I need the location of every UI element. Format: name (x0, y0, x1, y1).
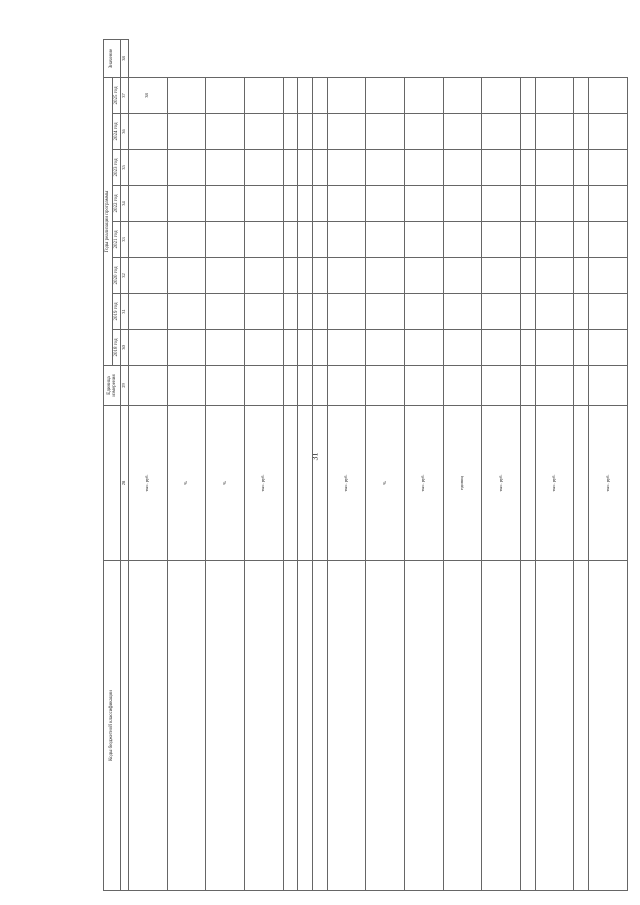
document-sheet (103, 40, 628, 891)
indicator-name (589, 561, 628, 891)
column-number: 29 (121, 366, 129, 406)
indicator-value (574, 150, 589, 186)
indicator-value (327, 294, 366, 330)
indicator-value (574, 258, 589, 294)
indicator-base (128, 366, 167, 406)
indicator-base (405, 366, 444, 406)
indicator-name (535, 561, 574, 891)
indicator-value (589, 258, 628, 294)
indicator-value (298, 186, 313, 222)
indicator-value (366, 294, 405, 330)
indicator-name (482, 561, 521, 891)
indicator-value (128, 222, 167, 258)
indicator-value (589, 330, 628, 366)
indicator-final: 38 (128, 77, 167, 113)
column-number: 31 (121, 294, 129, 330)
indicator-value (521, 330, 536, 366)
indicator-value (327, 330, 366, 366)
indicator-value (482, 258, 521, 294)
indicator-final (366, 77, 405, 113)
indicator-value (245, 150, 284, 186)
indicator-base (167, 366, 206, 406)
indicator-value (298, 330, 313, 366)
indicator-base (245, 366, 284, 406)
table-row (283, 39, 298, 890)
indicator-base (283, 366, 298, 406)
table-row (167, 39, 206, 890)
indicator-unit (521, 406, 536, 561)
indicator-value (574, 294, 589, 330)
table-body (128, 39, 627, 890)
indicator-final (206, 77, 245, 113)
indicator-value (283, 150, 298, 186)
indicator-value (327, 114, 366, 150)
indicator-name (167, 561, 206, 891)
indicator-value (535, 150, 574, 186)
indicator-value (283, 186, 298, 222)
indicator-value (366, 150, 405, 186)
indicator-value (128, 294, 167, 330)
header-year-3: 2021 год (112, 222, 121, 258)
table-row (245, 39, 284, 890)
indicator-value (245, 258, 284, 294)
table-row (206, 39, 245, 890)
indicator-value (443, 222, 482, 258)
indicator-unit: % (206, 406, 245, 561)
indicator-value (245, 330, 284, 366)
indicator-value (482, 222, 521, 258)
indicator-value (128, 114, 167, 150)
indicator-value (521, 150, 536, 186)
indicator-value (298, 294, 313, 330)
indicator-value (589, 186, 628, 222)
indicator-final (535, 77, 574, 113)
indicator-value (313, 294, 328, 330)
indicator-value (206, 186, 245, 222)
page-number: 31 (310, 452, 320, 461)
table-row (366, 39, 405, 890)
indicator-value (206, 294, 245, 330)
indicator-unit: тыс. руб. (482, 406, 521, 561)
header-year-1: 2019 год (112, 294, 121, 330)
indicator-value (206, 222, 245, 258)
indicator-value (206, 150, 245, 186)
indicator-base (443, 366, 482, 406)
indicator-final (482, 77, 521, 113)
header-year-2: 2020 год (112, 258, 121, 294)
header-base-year: 2018 год (112, 330, 121, 366)
indicator-name (443, 561, 482, 891)
indicator-value (283, 294, 298, 330)
indicator-value (167, 114, 206, 150)
indicator-value (128, 150, 167, 186)
indicator-value (443, 330, 482, 366)
indicator-unit (574, 406, 589, 561)
indicator-value (167, 330, 206, 366)
column-number: 32 (121, 258, 129, 294)
indicator-unit: тыс. руб. (128, 406, 167, 561)
indicator-value (313, 258, 328, 294)
table-row (589, 39, 628, 890)
indicator-name (574, 561, 589, 891)
indicator-value (405, 330, 444, 366)
column-number: 34 (121, 186, 129, 222)
indicator-base (327, 366, 366, 406)
indicator-base (482, 366, 521, 406)
indicator-name (405, 561, 444, 891)
indicator-final (245, 77, 284, 113)
header-codes: Коды бюджетной классификации (104, 561, 121, 891)
indicator-value (443, 258, 482, 294)
indicator-final (574, 77, 589, 113)
indicator-value (313, 330, 328, 366)
indicator-name (298, 561, 313, 891)
indicator-value (313, 114, 328, 150)
indicator-value (589, 294, 628, 330)
indicator-unit: тыс. руб. (327, 406, 366, 561)
indicator-base (574, 366, 589, 406)
indicator-value (283, 258, 298, 294)
header-year-6: 2024 год (112, 114, 121, 150)
indicator-value (283, 330, 298, 366)
indicator-name (206, 561, 245, 891)
indicator-value (589, 222, 628, 258)
indicator-value (405, 114, 444, 150)
indicator-final (589, 77, 628, 113)
indicator-unit: тыс. руб. (589, 406, 628, 561)
indicator-value (589, 150, 628, 186)
indicator-value (405, 294, 444, 330)
indicator-value (298, 150, 313, 186)
indicator-value (405, 186, 444, 222)
indicator-final (521, 77, 536, 113)
indicator-value (245, 186, 284, 222)
indicator-value (521, 294, 536, 330)
indicator-unit: тыс. руб. (405, 406, 444, 561)
indicator-value (167, 186, 206, 222)
indicator-value (206, 330, 245, 366)
header-year-4: 2022 год (112, 186, 121, 222)
indicator-value (283, 114, 298, 150)
indicator-unit (310, 406, 328, 561)
header-year-5: 2023 год (112, 150, 121, 186)
indicator-name (366, 561, 405, 891)
indicator-value (327, 150, 366, 186)
indicator-value (167, 294, 206, 330)
table-row (535, 39, 574, 890)
indicator-unit: единиц (443, 406, 482, 561)
column-number: 33 (121, 222, 129, 258)
indicator-value (521, 222, 536, 258)
indicator-value (443, 186, 482, 222)
indicator-value (589, 114, 628, 150)
indicator-name (283, 561, 298, 891)
indicator-value (443, 294, 482, 330)
indicator-name (128, 561, 167, 891)
indicator-name (245, 561, 284, 891)
indicator-value (313, 186, 328, 222)
indicator-value (327, 222, 366, 258)
indicator-unit (298, 406, 313, 561)
indicator-unit (283, 406, 298, 561)
indicator-unit: тыс. руб. (245, 406, 284, 561)
table-row (574, 39, 589, 890)
indicator-value (167, 222, 206, 258)
indicator-value (443, 114, 482, 150)
indicator-value (245, 294, 284, 330)
indicator-value (327, 258, 366, 294)
indicator-value (283, 222, 298, 258)
indicator-value (574, 114, 589, 150)
indicator-value (366, 222, 405, 258)
header-unit: Единица измерения (104, 366, 121, 406)
indicator-value (535, 330, 574, 366)
table-row (128, 39, 167, 890)
indicator-value (206, 258, 245, 294)
table-row (521, 39, 536, 890)
column-number: 35 (121, 150, 129, 186)
column-number: 37 (121, 77, 129, 113)
indicator-base (535, 366, 574, 406)
indicator-value (298, 258, 313, 294)
indicator-final (298, 77, 313, 113)
table-row (405, 39, 444, 890)
indicator-value (366, 186, 405, 222)
indicator-unit: % (366, 406, 405, 561)
header-row-1 (104, 39, 113, 890)
indicator-value (405, 222, 444, 258)
indicator-value (245, 222, 284, 258)
indicator-value (366, 114, 405, 150)
indicator-value (535, 222, 574, 258)
indicator-value (535, 114, 574, 150)
indicator-value (167, 150, 206, 186)
program-indicators-table (103, 39, 628, 891)
column-number-empty (121, 561, 129, 891)
indicator-unit: тыс. руб. (535, 406, 574, 561)
indicator-value (521, 186, 536, 222)
indicator-value (245, 114, 284, 150)
indicator-name (313, 561, 328, 891)
indicator-value (167, 258, 206, 294)
indicator-base (366, 366, 405, 406)
indicator-base (313, 366, 328, 406)
table-header (104, 39, 129, 890)
indicator-value (405, 258, 444, 294)
column-number: 38 (121, 39, 129, 77)
column-number: 28 (121, 406, 129, 561)
indicator-value (313, 222, 328, 258)
header-value: Значение (104, 39, 121, 77)
indicator-value (574, 186, 589, 222)
indicator-base (521, 366, 536, 406)
indicator-value (298, 114, 313, 150)
indicator-value (535, 294, 574, 330)
indicator-value (366, 258, 405, 294)
header-years-group: Годы реализации программы (104, 77, 113, 365)
indicator-value (482, 150, 521, 186)
indicator-base (589, 366, 628, 406)
table-row (313, 39, 328, 890)
indicator-value (128, 330, 167, 366)
indicator-value (298, 222, 313, 258)
indicator-name (327, 561, 366, 891)
indicator-value (405, 150, 444, 186)
indicator-final (283, 77, 298, 113)
indicator-value (366, 330, 405, 366)
indicator-final (405, 77, 444, 113)
indicator-final (327, 77, 366, 113)
indicator-value (535, 186, 574, 222)
indicator-name (521, 561, 536, 891)
indicator-value (327, 186, 366, 222)
column-number: 30 (121, 330, 129, 366)
indicator-value (128, 186, 167, 222)
header-year-7: 2025 год (112, 77, 121, 113)
rotated-table-wrapper (103, 40, 628, 891)
indicator-value (574, 222, 589, 258)
table-row (482, 39, 521, 890)
indicator-value (521, 114, 536, 150)
header-name (104, 406, 121, 561)
indicator-value (521, 258, 536, 294)
indicator-base (206, 366, 245, 406)
indicator-value (574, 330, 589, 366)
indicator-value (482, 114, 521, 150)
indicator-value (482, 330, 521, 366)
indicator-final (313, 77, 328, 113)
indicator-value (128, 258, 167, 294)
indicator-value (206, 114, 245, 150)
column-number: 36 (121, 114, 129, 150)
table-row (327, 39, 366, 890)
indicator-final (167, 77, 206, 113)
indicator-value (482, 186, 521, 222)
column-numbers-row (121, 39, 129, 890)
indicator-base (298, 366, 313, 406)
indicator-unit: % (167, 406, 206, 561)
indicator-value (482, 294, 521, 330)
table-row (443, 39, 482, 890)
indicator-value (443, 150, 482, 186)
indicator-value (535, 258, 574, 294)
indicator-value (313, 150, 328, 186)
indicator-final (443, 77, 482, 113)
table-row (298, 39, 313, 890)
